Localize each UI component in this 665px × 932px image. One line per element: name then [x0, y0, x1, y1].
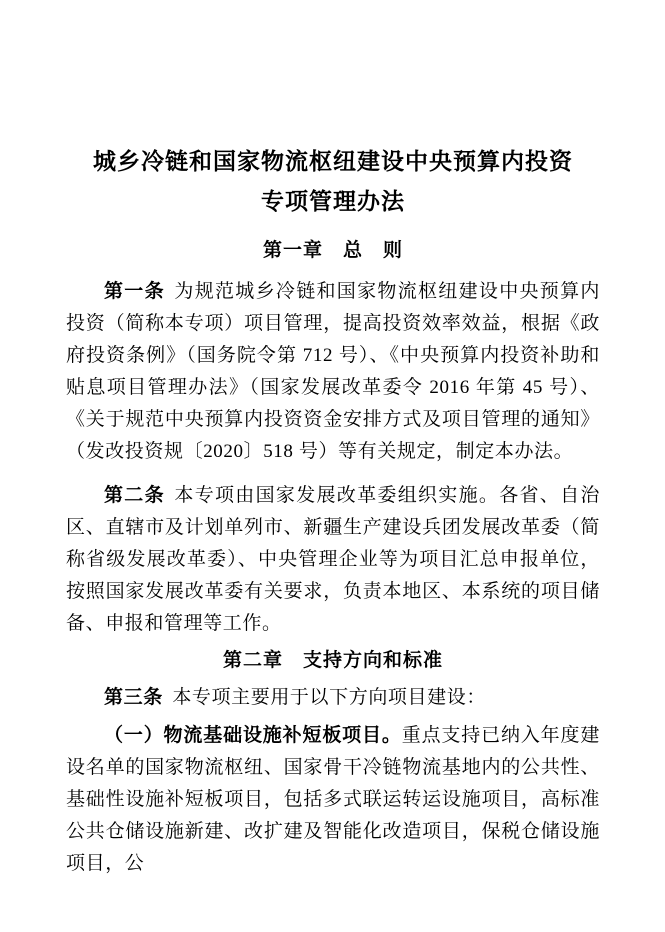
article-3-item-1-paragraph	[66, 720, 600, 880]
document-title-line2: 专项管理办法	[261, 189, 405, 214]
chapter-2-heading: 第二章 支持方向和标准	[222, 650, 443, 671]
article-2-label: 第二条	[104, 485, 165, 506]
document-title	[66, 142, 600, 222]
article-1-text: 为规范城乡冷链和国家物流枢纽建设中央预算内投资（简称本专项）项目管理，提高投资效率效益，根据《政府投资条例》（国务院令第 712 号）、《中央预算内投资补助和贴息项目管理办法》（国家发展改革委令 2016 年第 45 号）、《关于规范中央预算内投资资金安排方式及项目管理的通知》（发改投资规〔2020〕518 号）等有关规定，制定本办法。	[66, 281, 600, 462]
article-3-item-1-text: 重点支持已纳入年度建设名单的国家物流枢纽、国家骨干冷链物流基地内的公共性、基础性设施补短板项目，包括多式联运转运设施项目，高标准公共仓储设施新建、改扩建及智能化改造项目，保税仓储设施项目，公	[66, 725, 600, 874]
article-3-paragraph	[66, 682, 600, 714]
document-title-line1: 城乡冷链和国家物流枢纽建设中央预算内投资	[93, 149, 573, 174]
article-3-item-1-label: （一）物流基础设施补短板项目。	[104, 725, 402, 746]
chapter-1-heading: 第一章 总 则	[262, 240, 403, 261]
article-3-text: 本专项主要用于以下方向项目建设：	[172, 687, 486, 708]
article-2-text: 本专项由国家发展改革委组织实施。各省、自治区、直辖市及计划单列市、新疆生产建设兵团发展改革委（简称省级发展改革委）、中央管理企业等为项目汇总申报单位，按照国家发展改革委有关要求，负责本地区、本系统的项目储备、申报和管理等工作。	[66, 485, 600, 634]
article-1-label: 第一条	[104, 281, 165, 302]
article-3-label: 第三条	[104, 687, 163, 708]
article-1-paragraph	[66, 276, 600, 468]
article-2-paragraph	[66, 480, 600, 640]
